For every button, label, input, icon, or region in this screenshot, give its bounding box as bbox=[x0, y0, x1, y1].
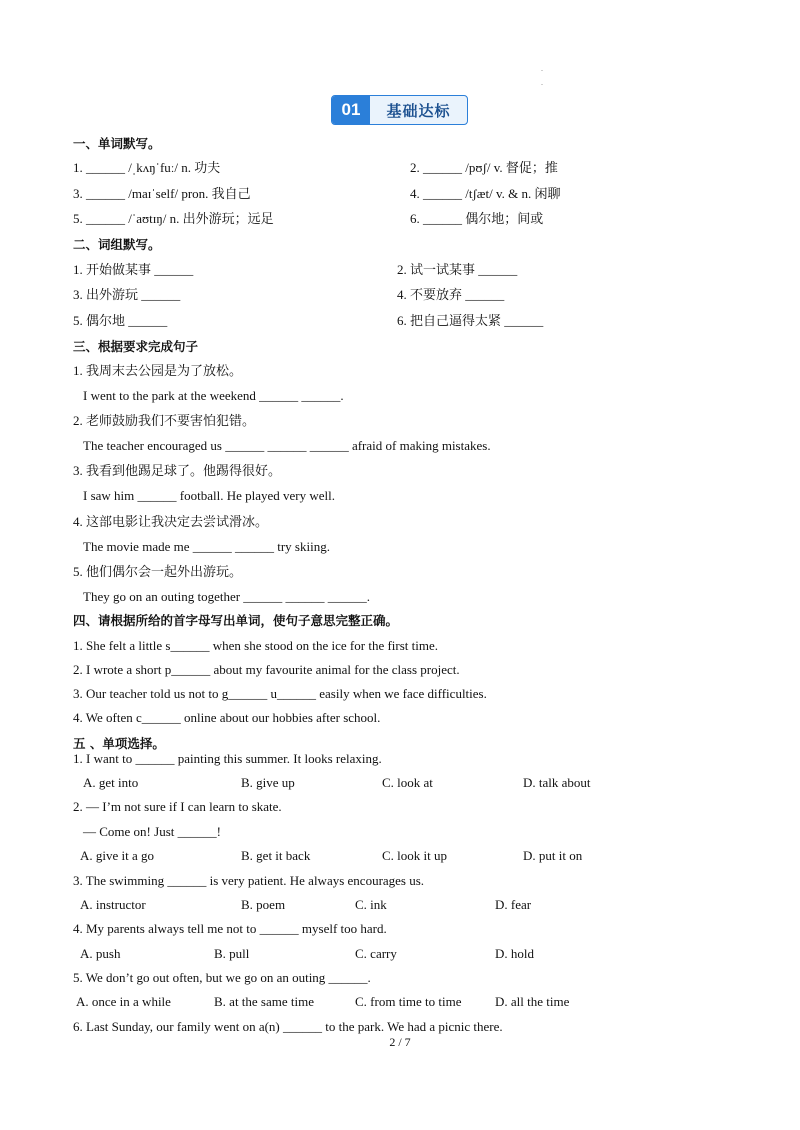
question-item: 6. ______ 偶尔地；间或 bbox=[410, 211, 544, 226]
mc-option-c: C. look it up bbox=[382, 848, 448, 863]
mc-question: 3. The swimming ______ is very patient. He always encourages us. bbox=[73, 873, 425, 888]
mc-question-line2: — Come on! Just ______! bbox=[83, 824, 221, 839]
question-item: 3. 出外游玩 ______ bbox=[73, 287, 181, 302]
mc-option-a: A. push bbox=[80, 946, 121, 961]
mc-option-c: C. from time to time bbox=[355, 994, 462, 1009]
prompt-line: 3. 我看到他踢足球了。他踢得很好。 bbox=[73, 463, 282, 478]
mc-option-b: B. give up bbox=[241, 775, 295, 790]
section-heading: 五 、单项选择。 bbox=[73, 736, 165, 751]
section-heading: 三、根据要求完成句子 bbox=[73, 339, 199, 354]
answer-line: The movie made me ______ ______ try skiing. bbox=[83, 539, 330, 554]
prompt-line: 5. 他们偶尔会一起外出游玩。 bbox=[73, 564, 243, 579]
mc-option-c: C. ink bbox=[355, 897, 387, 912]
page-number: 2 / 7 bbox=[389, 1035, 411, 1049]
mc-question: 1. I want to ______ painting this summer. It looks relaxing. bbox=[73, 751, 382, 766]
prompt-line: 1. 我周末去公园是为了放松。 bbox=[73, 363, 243, 378]
mc-question: 2. — I’m not sure if I can learn to skate. bbox=[73, 799, 282, 814]
question-item: 4. 不要放弃 ______ bbox=[397, 287, 505, 302]
question-item: 1. She felt a little s______ when she stood on the ice for the first time. bbox=[73, 638, 439, 653]
section-heading: 二、词组默写。 bbox=[73, 237, 161, 252]
badge-title: 基础达标 bbox=[386, 101, 451, 120]
question-item: 1. ______ /ˌkʌŋˈfuː/ n. 功夫 bbox=[73, 160, 221, 175]
prompt-line: 4. 这部电影让我决定去尝试滑冰。 bbox=[73, 514, 269, 529]
mc-option-b: B. poem bbox=[241, 897, 286, 912]
question-item: 2. 试一试某事 ______ bbox=[397, 262, 518, 277]
question-item: 3. ______ /maɪˈself/ pron. 我自己 bbox=[73, 186, 251, 201]
mc-option-c: C. look at bbox=[382, 775, 433, 790]
prompt-line: 2. 老师鼓励我们不要害怕犯错。 bbox=[73, 413, 256, 428]
question-item: 2. I wrote a short p______ about my favourite animal for the class project. bbox=[73, 662, 460, 677]
question-item: 3. Our teacher told us not to g______ u______ easily when we face difficulties. bbox=[73, 686, 487, 701]
mc-question: 6. Last Sunday, our family went on a(n) ______ to the park. We had a picnic there. bbox=[73, 1019, 503, 1034]
answer-line: I saw him ______ football. He played very well. bbox=[83, 488, 335, 503]
section-badge bbox=[331, 95, 468, 125]
mc-option-d: D. all the time bbox=[495, 994, 570, 1009]
question-item: 6. 把自己逼得太紧 ______ bbox=[397, 313, 544, 328]
mc-option-d: D. put it on bbox=[523, 848, 583, 863]
question-item: 4. ______ /tʃæt/ v. & n. 闲聊 bbox=[410, 186, 561, 201]
section-heading: 一、单词默写。 bbox=[73, 136, 161, 151]
mc-option-d: D. fear bbox=[495, 897, 532, 912]
answer-line: I went to the park at the weekend ______ ______. bbox=[83, 388, 344, 403]
answer-line: They go on an outing together ______ ______ ______. bbox=[83, 589, 371, 604]
badge-number: 01 bbox=[332, 96, 370, 124]
mc-option-b: B. pull bbox=[214, 946, 250, 961]
answer-line: The teacher encouraged us ______ ______ ______ afraid of making mistakes. bbox=[83, 438, 491, 453]
section-heading: 四、请根据所给的首字母写出单词，使句子意思完整正确。 bbox=[73, 613, 399, 628]
mc-option-d: D. talk about bbox=[523, 775, 591, 790]
question-item: 2. ______ /pʊʃ/ v. 督促；推 bbox=[410, 160, 558, 175]
mc-option-d: D. hold bbox=[495, 946, 534, 961]
question-item: 1. 开始做某事 ______ bbox=[73, 262, 194, 277]
mc-question: 4. My parents always tell me not to ______ myself too hard. bbox=[73, 921, 387, 936]
mc-option-a: A. get into bbox=[83, 775, 139, 790]
question-item: 5. ______ /ˈaʊtɪŋ/ n. 出外游玩；远足 bbox=[73, 211, 274, 226]
mc-option-b: B. get it back bbox=[241, 848, 311, 863]
mc-option-a: A. instructor bbox=[80, 897, 146, 912]
mc-option-a: A. give it a go bbox=[80, 848, 155, 863]
question-item: 5. 偶尔地 ______ bbox=[73, 313, 168, 328]
mc-option-a: A. once in a while bbox=[76, 994, 171, 1009]
mc-option-b: B. at the same time bbox=[214, 994, 315, 1009]
corner-dots: . . bbox=[541, 64, 543, 87]
question-item: 4. We often c______ online about our hobbies after school. bbox=[73, 710, 381, 725]
mc-question: 5. We don’t go out often, but we go on an outing ______. bbox=[73, 970, 371, 985]
mc-option-c: C. carry bbox=[355, 946, 397, 961]
